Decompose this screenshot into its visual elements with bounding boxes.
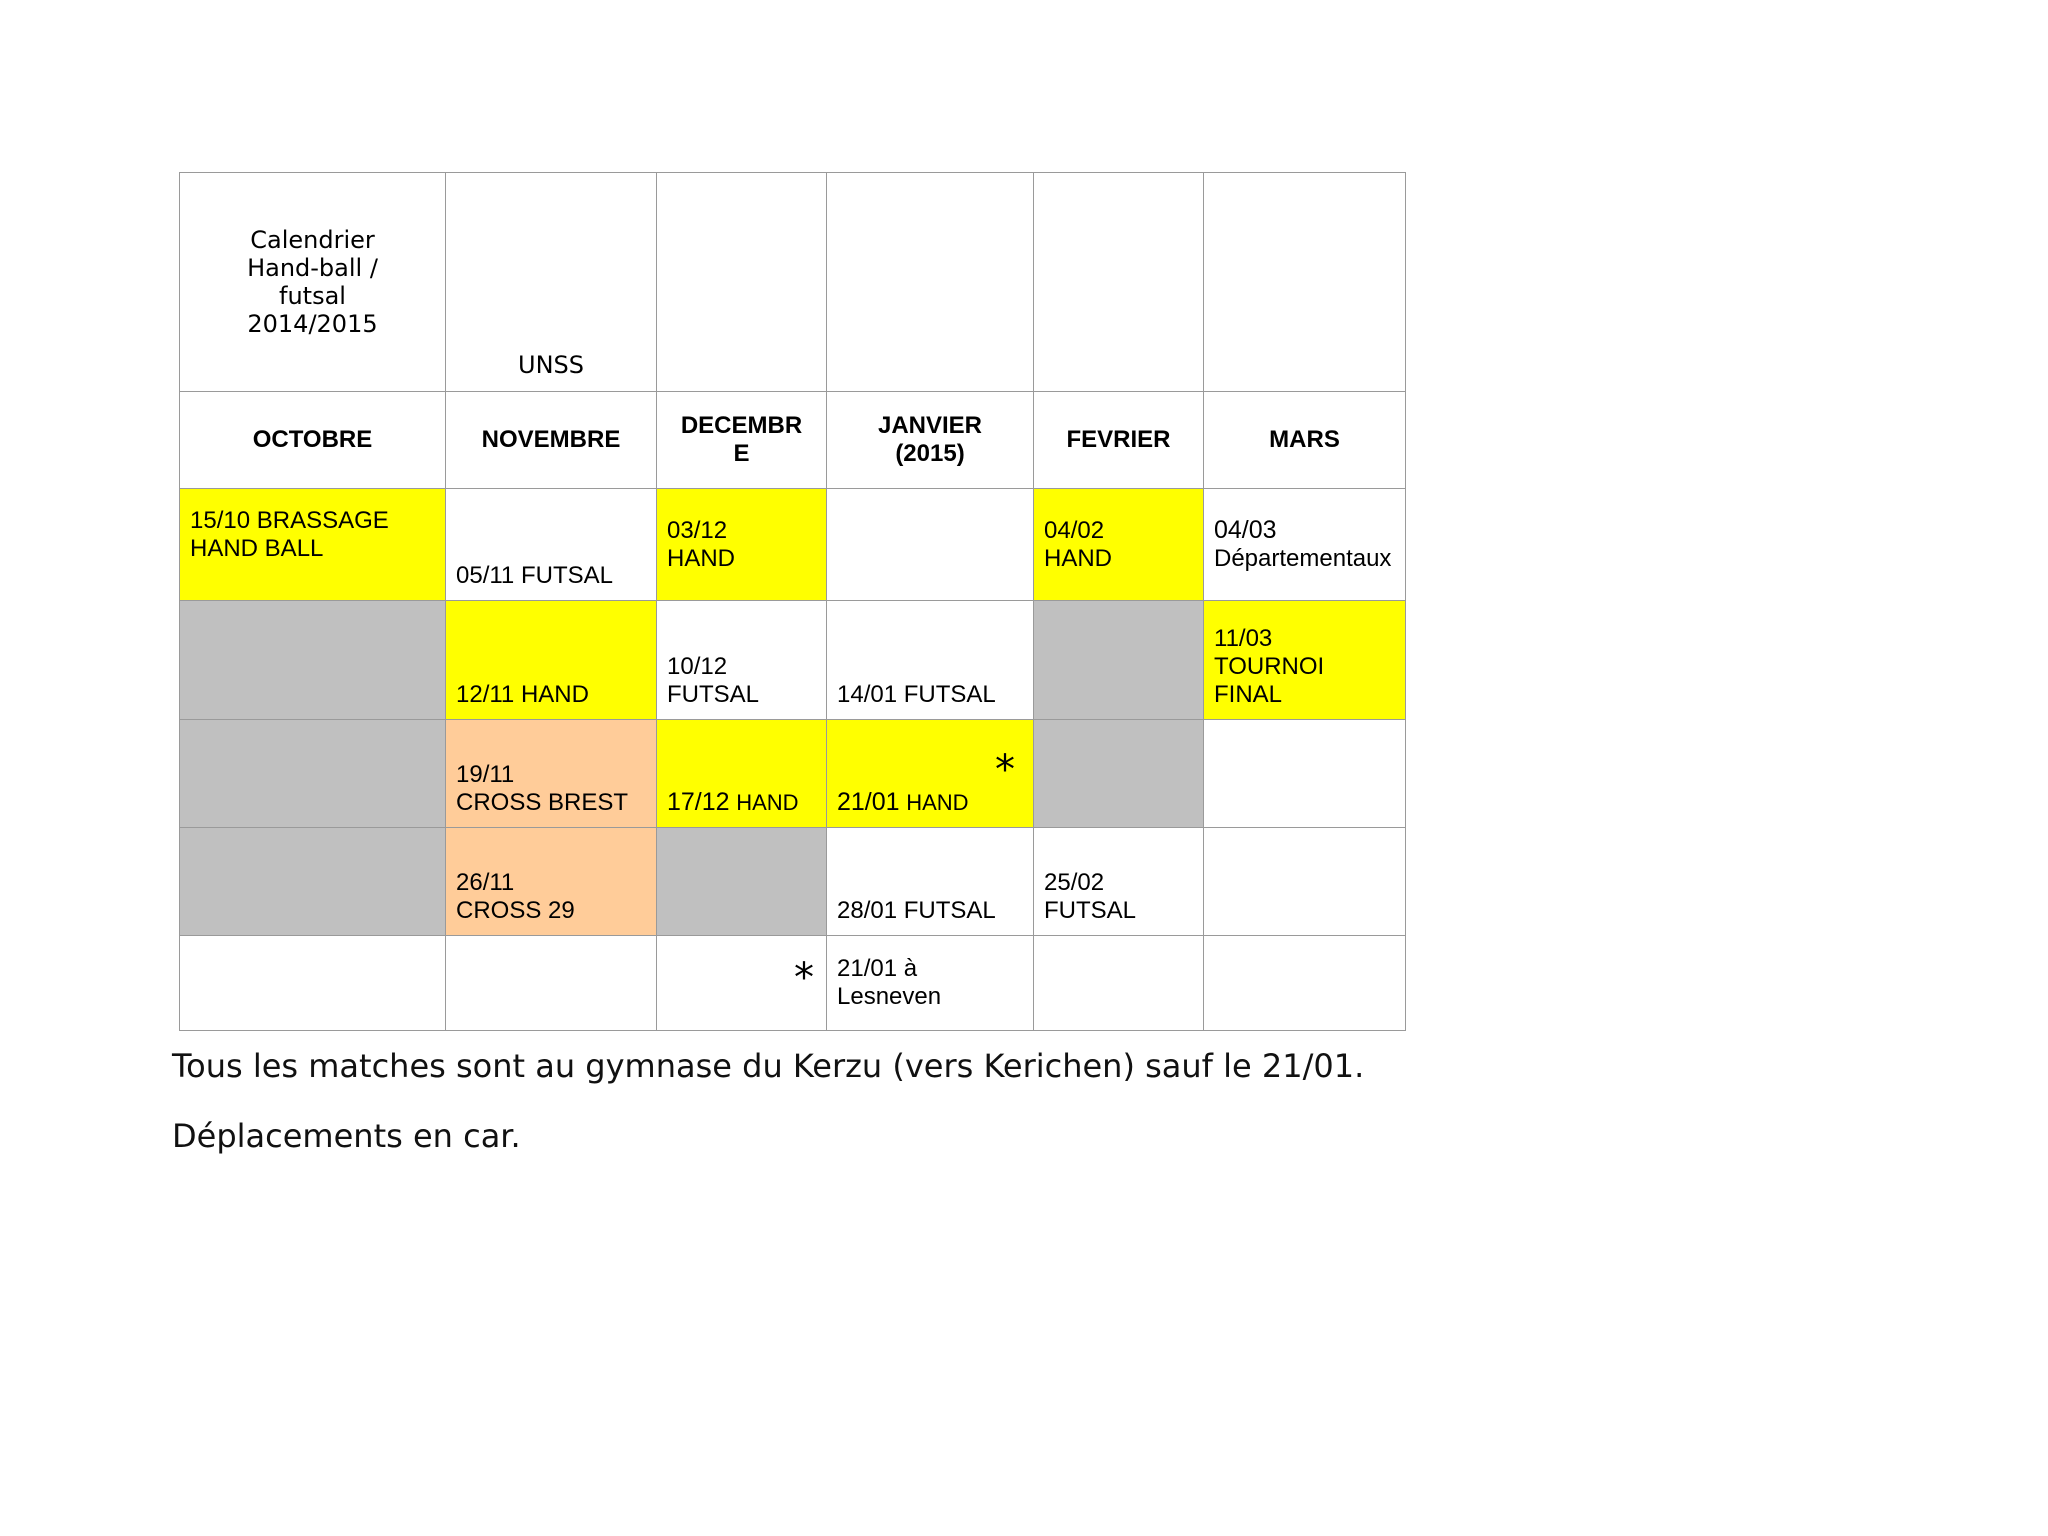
- calendar-row-3: [180, 720, 1406, 828]
- event-cell-feb-4: [1034, 828, 1204, 936]
- title-line-2: Hand-ball /: [247, 254, 378, 282]
- transport-note: Déplacements en car.: [172, 1117, 521, 1155]
- empty-cell: [1034, 936, 1204, 1031]
- grey-cell: [657, 828, 827, 936]
- event-nov-4-line-1: 26/11: [456, 869, 515, 896]
- event-nov-3-line-1: 19/11: [456, 761, 515, 788]
- event-mar-1-line-1: 04/03: [1214, 516, 1277, 544]
- month-header-row: [180, 392, 1406, 489]
- event-feb-1-line-1: 04/02: [1044, 516, 1105, 544]
- event-cell-dec-3: [657, 720, 827, 828]
- event-nov-4-line-2: CROSS 29: [456, 897, 575, 924]
- calendar-row-1: [180, 489, 1406, 601]
- event-mar-2-line-3: FINAL: [1214, 681, 1283, 708]
- event-cell-mar-2: [1204, 601, 1406, 720]
- calendar-table: [179, 172, 1406, 1031]
- month-january-line-2: (2015): [895, 440, 965, 467]
- event-feb-1-line-2: HAND: [1044, 544, 1113, 572]
- empty-cell: [180, 936, 446, 1031]
- empty-cell: [1204, 936, 1406, 1031]
- event-cell-mar-1: [1204, 489, 1406, 601]
- calendar-title: [180, 173, 446, 392]
- event-cell-feb-1: [1034, 489, 1204, 601]
- calendar-row-4: [180, 828, 1406, 936]
- empty-cell: [657, 173, 827, 392]
- month-january: [827, 392, 1034, 489]
- title-line-3: futsal: [279, 282, 346, 310]
- grey-cell: [1034, 601, 1204, 720]
- month-october: OCTOBRE: [180, 392, 446, 489]
- event-jan-3-date: 21/01: [837, 788, 900, 816]
- event-oct-1-line-2: HAND BALL: [190, 535, 324, 562]
- grey-cell: [180, 720, 446, 828]
- event-mar-1-line-2: Départementaux: [1214, 545, 1392, 572]
- event-cell-jan-3: [827, 720, 1034, 828]
- event-feb-4-line-1: 25/02: [1044, 869, 1105, 896]
- event-dec-2-line-2: FUTSAL: [667, 681, 760, 708]
- event-cell-nov-1: 05/11 FUTSAL: [446, 489, 657, 601]
- event-mar-2-line-2: TOURNOI: [1214, 653, 1325, 680]
- empty-cell: [1204, 720, 1406, 828]
- event-cell-nov-4: [446, 828, 657, 936]
- title-row: [180, 173, 1406, 392]
- event-mar-2-line-1: 11/03: [1214, 625, 1273, 652]
- grey-cell: [1034, 720, 1204, 828]
- calendar-row-5: [180, 936, 1406, 1031]
- footnote-cell: [827, 936, 1034, 1031]
- event-cell-oct-1: [180, 489, 446, 601]
- footnote-line-1: 21/01 à: [837, 955, 918, 982]
- grey-cell: [180, 601, 446, 720]
- venue-note: Tous les matches sont au gymnase du Kerzu (vers Kerichen) sauf le 21/01.: [172, 1047, 1365, 1085]
- calendar-row-2: [180, 601, 1406, 720]
- event-nov-3-line-2: CROSS BREST: [456, 789, 629, 816]
- event-jan-3-word: HAND: [906, 790, 969, 815]
- title-line-1: Calendrier: [250, 226, 375, 254]
- asterisk-mark: *: [995, 747, 1015, 793]
- footnote-line-2: Lesneven: [837, 983, 942, 1010]
- month-november: NOVEMBRE: [446, 392, 657, 489]
- org-label: UNSS: [446, 173, 657, 392]
- event-cell-nov-2: 12/11 HAND: [446, 601, 657, 720]
- event-cell-dec-2: [657, 601, 827, 720]
- event-dec-1-line-1: 03/12: [667, 516, 728, 544]
- empty-cell: [1204, 173, 1406, 392]
- empty-cell: [1034, 173, 1204, 392]
- empty-cell: [446, 936, 657, 1031]
- empty-cell: [827, 489, 1034, 601]
- page-background: [0, 1446, 2048, 1536]
- event-dec-3-date: 17/12: [667, 788, 730, 816]
- event-cell-nov-3: [446, 720, 657, 828]
- empty-cell: [827, 173, 1034, 392]
- month-february: FEVRIER: [1034, 392, 1204, 489]
- grey-cell: [180, 828, 446, 936]
- event-cell-dec-1: [657, 489, 827, 601]
- event-dec-2-line-1: 10/12: [667, 653, 728, 680]
- month-december-line-1: DECEMBR: [680, 412, 803, 439]
- asterisk-mark: *: [794, 955, 814, 1001]
- event-oct-1-line-1: 15/10 BRASSAGE: [190, 507, 389, 534]
- month-december: [657, 392, 827, 489]
- footnote-mark-cell: [657, 936, 827, 1031]
- event-dec-1-line-2: HAND: [667, 544, 736, 572]
- month-march: MARS: [1204, 392, 1406, 489]
- event-dec-3-word: HAND: [736, 790, 799, 815]
- title-line-4: 2014/2015: [247, 310, 378, 338]
- event-cell-jan-2: 14/01 FUTSAL: [827, 601, 1034, 720]
- event-feb-4-line-2: FUTSAL: [1044, 897, 1137, 924]
- month-january-line-1: JANVIER: [877, 412, 983, 439]
- empty-cell: [1204, 828, 1406, 936]
- month-december-line-2: E: [733, 440, 750, 467]
- event-cell-jan-4: 28/01 FUTSAL: [827, 828, 1034, 936]
